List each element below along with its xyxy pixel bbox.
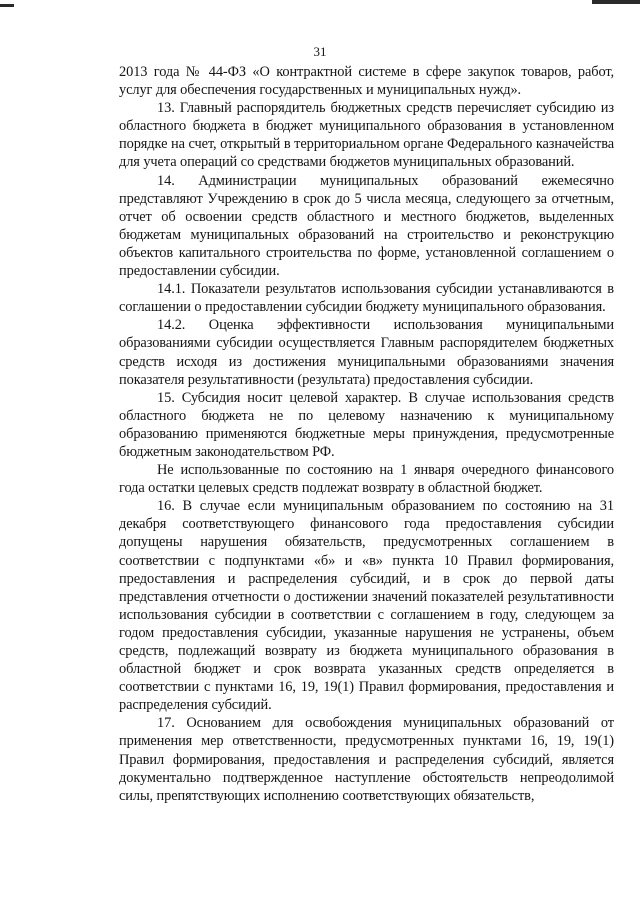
paragraph: 13. Главный распорядитель бюджетных средств перечисляет субсидию из областного бюджета в бюджет муниципального образования в установленном порядке на счет, открытый в территориальном органе Федерального казначейства для учета операций со средствами бюджетов муниципальных образований. (119, 100, 614, 171)
page-number: 31 (313, 44, 327, 59)
document-body (119, 63, 614, 805)
paragraph: 2013 года № 44-ФЗ «О контрактной системе в сфере закупок товаров, работ, услуг для обеспечения государственных и муниципальных нужд». (119, 64, 614, 99)
paragraph: 15. Субсидия носит целевой характер. В случае использования средств областного бюджета не по целевому назначению к муниципальному образованию применяются бюджетные меры принуждения, предусмотренные бюджетным законодательством РФ. (119, 389, 614, 460)
scan-edge-mark (0, 4, 14, 7)
paragraph: 14.2. Оценка эффективности использования муниципальными образованиями субсидии осуществляется Главным распорядителем бюджетных средств исходя из достижения муниципальными образованиями значения показателя результативности (результата) предоставления субсидии. (119, 317, 614, 388)
paragraph: 17. Основанием для освобождения муниципальных образований от применения мер ответственности, предусмотренных пунктами 16, 19, 19(1) Правил формирования, предоставления и распределения субсидий, является документально подтвержденное наступление обстоятельств непреодолимой силы, препятствующих исполнению соответствующих обязательств, (119, 715, 614, 804)
paragraph: 14. Администрации муниципальных образований ежемесячно представляют Учреждению в срок до 5 числа месяца, следующего за отчетным, отчет об освоении средств областного и местного бюджетов, выделенных бюджетам муниципальных образований на строительство и реконструкцию объектов капитального строительства по форме, установленной соглашением о предоставлении субсидии. (119, 172, 614, 280)
paragraph: 14.1. Показатели результатов использования субсидии устанавливаются в соглашении о предоставлении субсидии бюджету муниципального образования. (119, 281, 614, 316)
paragraph: 16. В случае если муниципальным образованием по состоянию на 31 декабря соответствующего финансового года предоставления субсидии допущены нарушения обязательств, предусмотренных соглашением в соответствии с подпунктами «б» и «в» пункта 10 Правил формирования, предоставления и распределения субсидий, и в срок до первой даты представления отчетности о достижении значений показателей результативности использования субсидии в соответствии с соглашением в году, следующем за годом предоставления субсидии, указанные нарушения не устранены, объем средств, подлежащий возврату из бюджета муниципального образования в областной бюджет и срок возврата указанных средств определяется в соответствии с пунктами 16, 19, 19(1) Правил формирования, предоставления и распределения субсидий. (119, 498, 614, 714)
paragraph: Не использованные по состоянию на 1 января очередного финансового года остатки целевых средств подлежат возврату в областной бюджет. (119, 462, 614, 497)
scan-edge-mark (592, 0, 640, 4)
